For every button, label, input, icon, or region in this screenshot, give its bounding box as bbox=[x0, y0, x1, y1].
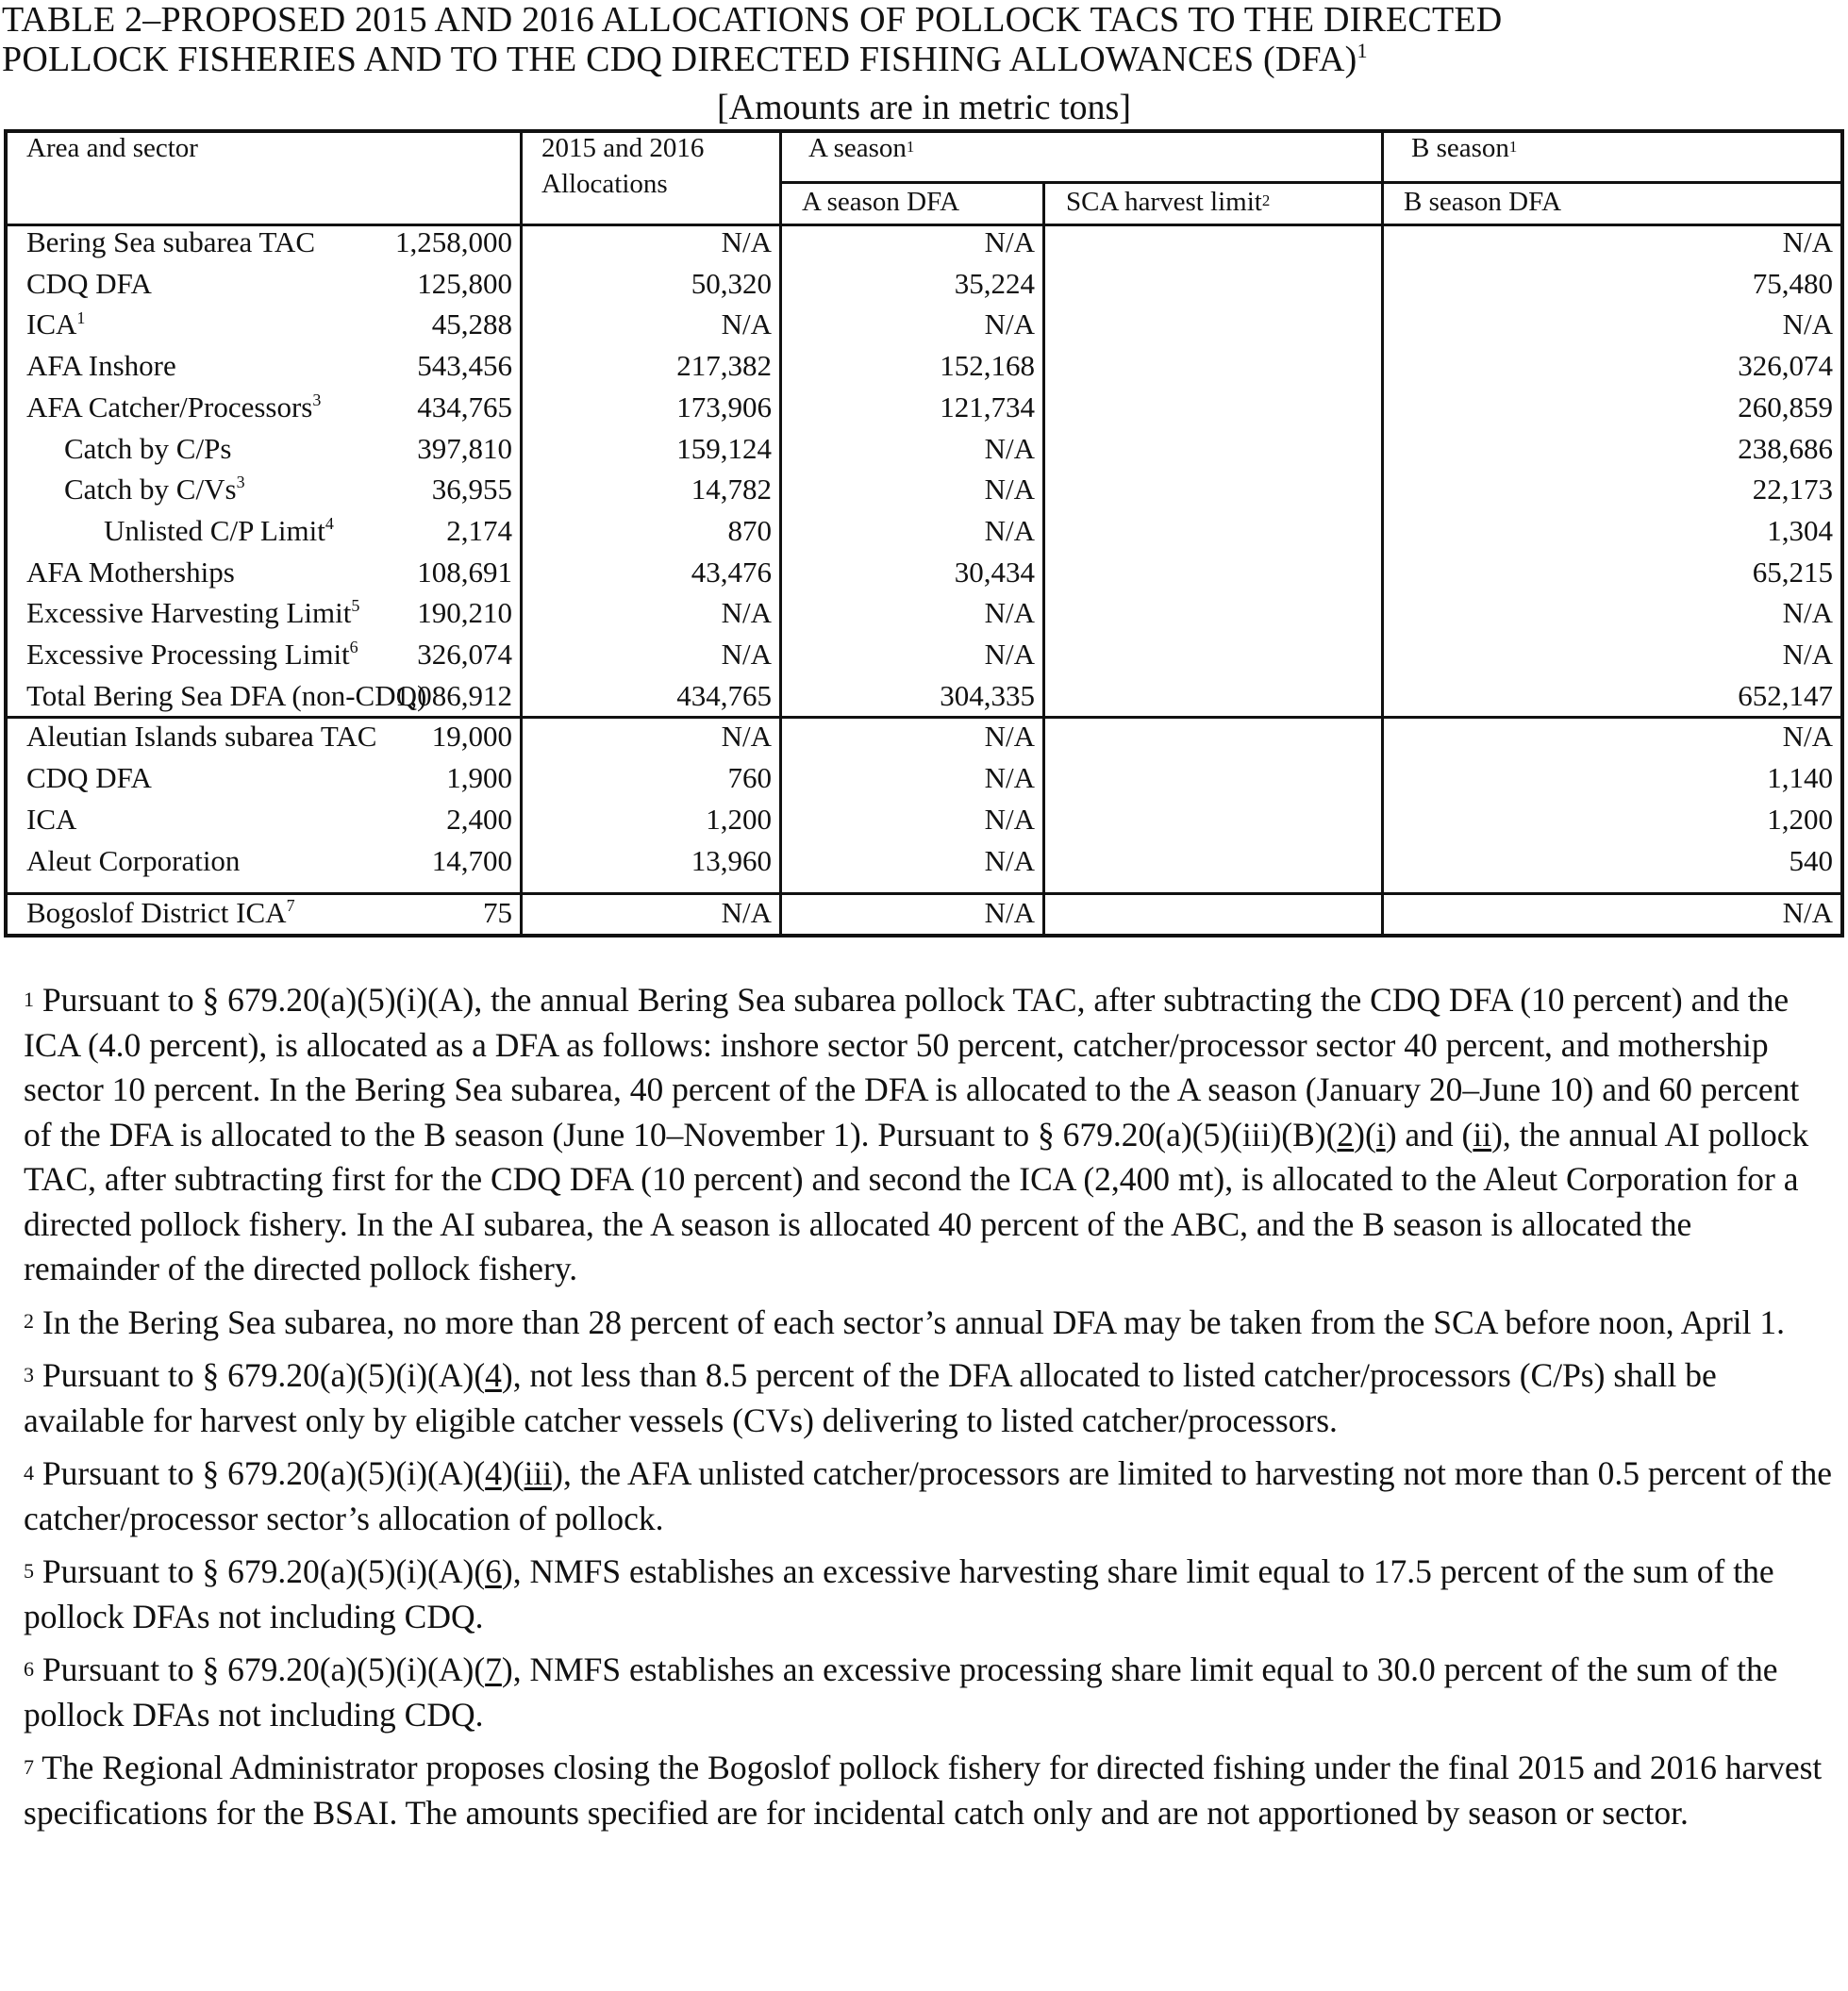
row-label-text: CDQ DFA bbox=[26, 761, 152, 794]
footnote-underlined: 2 bbox=[1337, 1115, 1355, 1153]
footnote-underlined: 6 bbox=[485, 1552, 502, 1590]
row-label-text: AFA Catcher/Processors bbox=[26, 390, 313, 423]
header-allocations-line1: 2015 and 2016 bbox=[541, 133, 705, 163]
row-label bbox=[26, 763, 152, 792]
footnote-3 bbox=[24, 1353, 1835, 1443]
row-label-text: Excessive Processing Limit bbox=[26, 638, 350, 671]
cell-allocation: 2,174 bbox=[446, 513, 512, 547]
cell-b-season-dfa: 65,215 bbox=[1752, 555, 1833, 589]
row-label-text: AFA Inshore bbox=[26, 349, 176, 383]
cell-allocation: 1,900 bbox=[446, 761, 512, 794]
row-label bbox=[26, 805, 76, 834]
allocation-table bbox=[4, 129, 1844, 937]
cell-allocation: 36,955 bbox=[431, 473, 512, 506]
cell-sca-harvest-limit: N/A bbox=[984, 761, 1035, 794]
cell-sca-harvest-limit: 121,734 bbox=[940, 390, 1035, 423]
row-label-text: Bering Sea subarea TAC bbox=[26, 225, 316, 258]
cell-sca-harvest-limit: N/A bbox=[984, 431, 1035, 465]
header-b-season-dfa: B season DFA bbox=[1404, 187, 1562, 217]
col-divider bbox=[779, 133, 782, 934]
footnote-text: ), not less than 8.5 percent of the DFA allocated to listed catcher/processors (C/Ps) shall be available for harvest only by eligible catcher vessels (CVs) delivering to listed catcher/processors. bbox=[24, 1356, 1717, 1439]
cell-allocation: 326,074 bbox=[417, 638, 512, 671]
row-label bbox=[26, 596, 360, 630]
row-footnote-ref: 3 bbox=[312, 390, 322, 409]
cell-a-season-dfa: N/A bbox=[721, 720, 772, 753]
row-label-text: Bogoslof District ICA bbox=[26, 896, 287, 929]
row-footnote-ref: 6 bbox=[349, 638, 358, 657]
cell-allocation: 108,691 bbox=[417, 555, 512, 589]
cell-a-season-dfa: 43,476 bbox=[691, 555, 772, 589]
row-footnote-ref: 7 bbox=[286, 896, 295, 916]
footnote-underlined: iii bbox=[524, 1454, 553, 1492]
footnote-text: ), NMFS establishes an excessive processing share limit equal to 30.0 percent of the sum of the pollock DFAs not including CDQ. bbox=[24, 1651, 1778, 1734]
table-title-text: POLLOCK FISHERIES AND TO THE CDQ DIRECTED FISHING ALLOWANCES (DFA) bbox=[2, 40, 1357, 79]
footnote-text: Pursuant to § 679.20(a)(5)(i)(A)( bbox=[42, 1356, 486, 1394]
footnotes bbox=[24, 978, 1835, 1835]
header-a-season-dfa: A season DFA bbox=[802, 187, 960, 217]
cell-a-season-dfa: 50,320 bbox=[691, 266, 772, 300]
footnote-text: ), the AFA unlisted catcher/processors are limited to harvesting not more than 0.5 percent of the catcher/processor sector’s allocation of pollock. bbox=[24, 1454, 1832, 1537]
header-b-season bbox=[1411, 130, 1517, 166]
row-label-text: Total Bering Sea DFA (non-CDQ) bbox=[26, 678, 427, 712]
row-label bbox=[26, 349, 176, 383]
header-sca-harvest-limit bbox=[1066, 184, 1270, 220]
cell-b-season-dfa: 75,480 bbox=[1752, 266, 1833, 300]
cell-b-season-dfa: N/A bbox=[1782, 896, 1833, 929]
row-label-text: Aleut Corporation bbox=[26, 844, 241, 877]
cell-a-season-dfa: N/A bbox=[721, 596, 772, 630]
a-season-footnote-ref: 1 bbox=[906, 138, 915, 157]
cell-sca-harvest-limit: 152,168 bbox=[940, 349, 1035, 383]
cell-allocation: 125,800 bbox=[417, 266, 512, 300]
row-label-text: ICA bbox=[26, 307, 77, 341]
footnote-4 bbox=[24, 1452, 1835, 1541]
row-label-text: Unlisted C/P Limit bbox=[104, 513, 325, 547]
cell-a-season-dfa: 760 bbox=[727, 761, 772, 794]
cell-allocation: 2,400 bbox=[446, 803, 512, 836]
cell-sca-harvest-limit: 30,434 bbox=[954, 555, 1035, 589]
footnote-6 bbox=[24, 1648, 1835, 1737]
section-rule bbox=[8, 892, 1840, 895]
row-label-text: Aleutian Islands subarea TAC bbox=[26, 720, 377, 753]
cell-b-season-dfa: 1,140 bbox=[1767, 761, 1833, 794]
footnote-underlined: i bbox=[1375, 1115, 1386, 1153]
cell-b-season-dfa: N/A bbox=[1782, 638, 1833, 671]
cell-b-season-dfa: N/A bbox=[1782, 307, 1833, 341]
footnote-text: Pursuant to § 679.20(a)(5)(i)(A), the annual Bering Sea subarea pollock TAC, after subtracting the CDQ DFA (10 percent) and the ICA (4.0 percent), is allocated as a DFA as follows: inshore sector 50 percent, catcher/processor sector 40 percent, and mothership sector 10 percent. In the Bering Sea subarea, 40 percent of the DFA is allocated to the A season (January 20–June 10) and 60 percent of the DFA is allocated to the B season (June 10–November 1). Pursuant to § 679.20(a)(5)(iii)(B)( bbox=[24, 981, 1800, 1153]
footnote-text: )( bbox=[1354, 1115, 1376, 1153]
cell-allocation: 14,700 bbox=[431, 844, 512, 877]
cell-sca-harvest-limit: N/A bbox=[984, 638, 1035, 671]
row-label bbox=[26, 266, 152, 300]
cell-a-season-dfa: 14,782 bbox=[691, 473, 772, 506]
cell-sca-harvest-limit: 304,335 bbox=[940, 678, 1035, 712]
cell-sca-harvest-limit: N/A bbox=[984, 720, 1035, 753]
row-footnote-ref: 1 bbox=[76, 307, 86, 327]
footnote-text: Pursuant to § 679.20(a)(5)(i)(A)( bbox=[42, 1552, 486, 1590]
row-label bbox=[26, 722, 376, 751]
cell-a-season-dfa: N/A bbox=[721, 307, 772, 341]
header-allocations-line2: Allocations bbox=[541, 169, 668, 199]
cell-b-season-dfa: 1,200 bbox=[1767, 803, 1833, 836]
footnote-number: 2 bbox=[24, 1309, 34, 1334]
cell-allocation: 543,456 bbox=[417, 349, 512, 383]
footnote-number: 1 bbox=[24, 987, 34, 1011]
row-footnote-ref: 3 bbox=[236, 473, 245, 492]
cell-b-season-dfa: 260,859 bbox=[1738, 390, 1833, 423]
footnote-text: The Regional Administrator proposes closing the Bogoslof pollock fishery for directed fishing under the final 2015 and 2016 harvest specifications for the BSAI. The amounts specified are for incidental catch only and are not apportioned by season or sector. bbox=[24, 1749, 1823, 1832]
footnote-text: Pursuant to § 679.20(a)(5)(i)(A)( bbox=[42, 1454, 486, 1492]
footnote-7 bbox=[24, 1746, 1835, 1835]
row-label-text: CDQ DFA bbox=[26, 266, 152, 300]
section-rule bbox=[8, 716, 1840, 719]
col-divider bbox=[1042, 182, 1045, 934]
footnote-text: Pursuant to § 679.20(a)(5)(i)(A)( bbox=[42, 1651, 486, 1688]
col-divider bbox=[1381, 133, 1384, 934]
footnote-text: ), NMFS establishes an excessive harvesting share limit equal to 17.5 percent of the sum of the pollock DFAs not including CDQ. bbox=[24, 1552, 1774, 1635]
row-label-text: Catch by C/Vs bbox=[64, 473, 237, 506]
cell-b-season-dfa: N/A bbox=[1782, 225, 1833, 258]
row-label bbox=[26, 557, 235, 587]
cell-sca-harvest-limit: N/A bbox=[984, 473, 1035, 506]
row-label-text: ICA bbox=[26, 803, 77, 836]
cell-sca-harvest-limit: N/A bbox=[984, 896, 1035, 929]
row-label bbox=[26, 392, 321, 422]
header-allocations bbox=[541, 130, 704, 202]
footnote-text: ) and ( bbox=[1385, 1115, 1473, 1153]
cell-allocation: 397,810 bbox=[417, 431, 512, 465]
col-divider bbox=[520, 133, 523, 934]
cell-b-season-dfa: 22,173 bbox=[1752, 473, 1833, 506]
cell-a-season-dfa: N/A bbox=[721, 225, 772, 258]
cell-a-season-dfa: 159,124 bbox=[676, 431, 772, 465]
cell-sca-harvest-limit: N/A bbox=[984, 307, 1035, 341]
footnote-number: 3 bbox=[24, 1362, 34, 1386]
cell-b-season-dfa: 326,074 bbox=[1738, 349, 1833, 383]
cell-a-season-dfa: N/A bbox=[721, 896, 772, 929]
row-label bbox=[26, 227, 315, 257]
footnote-text: )( bbox=[501, 1454, 524, 1492]
cell-sca-harvest-limit: 35,224 bbox=[954, 266, 1035, 300]
footnote-underlined: 7 bbox=[485, 1651, 502, 1688]
cell-b-season-dfa: 1,304 bbox=[1767, 513, 1833, 547]
cell-allocation: 19,000 bbox=[431, 720, 512, 753]
row-label-text: Catch by C/Ps bbox=[64, 431, 232, 465]
row-label-text: Excessive Harvesting Limit bbox=[26, 596, 352, 630]
b-season-footnote-ref: 1 bbox=[1508, 138, 1518, 157]
cell-sca-harvest-limit: N/A bbox=[984, 513, 1035, 547]
cell-sca-harvest-limit: N/A bbox=[984, 225, 1035, 258]
table-subtitle: [Amounts are in metric tons] bbox=[716, 88, 1131, 127]
row-label bbox=[64, 431, 232, 465]
cell-a-season-dfa: 173,906 bbox=[676, 390, 772, 423]
cell-b-season-dfa: 238,686 bbox=[1738, 431, 1833, 465]
cell-allocation: 45,288 bbox=[431, 307, 512, 341]
footnote-5 bbox=[24, 1550, 1835, 1639]
cell-b-season-dfa: 652,147 bbox=[1738, 678, 1833, 712]
header-area-sector: Area and sector bbox=[26, 133, 198, 163]
header-b-season-text: B season bbox=[1411, 133, 1509, 163]
header-a-season-text: A season bbox=[808, 133, 907, 163]
cell-a-season-dfa: 1,200 bbox=[706, 803, 772, 836]
footnote-number: 6 bbox=[24, 1656, 34, 1681]
cell-allocation: 75 bbox=[483, 896, 512, 929]
cell-a-season-dfa: 13,960 bbox=[691, 844, 772, 877]
cell-allocation: 1,258,000 bbox=[395, 225, 512, 258]
footnote-number: 5 bbox=[24, 1558, 34, 1583]
footnote-underlined: 4 bbox=[485, 1454, 502, 1492]
title-footnote-ref: 1 bbox=[1357, 38, 1368, 62]
header-sca-text: SCA harvest limit bbox=[1066, 187, 1262, 217]
footnote-underlined: ii bbox=[1473, 1115, 1492, 1153]
cell-a-season-dfa: 434,765 bbox=[676, 678, 772, 712]
cell-sca-harvest-limit: N/A bbox=[984, 596, 1035, 630]
cell-b-season-dfa: 540 bbox=[1789, 844, 1833, 877]
footnote-text: In the Bering Sea subarea, no more than 28 percent of each sector’s annual DFA may be taken from the SCA before noon, April 1. bbox=[42, 1302, 1786, 1341]
row-label bbox=[26, 678, 427, 712]
row-footnote-ref: 5 bbox=[351, 596, 360, 616]
footnote-number: 7 bbox=[24, 1754, 34, 1779]
footnote-underlined: 4 bbox=[485, 1356, 502, 1394]
table-title-line-1: TABLE 2–PROPOSED 2015 AND 2016 ALLOCATIONS OF POLLOCK TACS TO THE DIRECTED bbox=[2, 0, 1503, 40]
cell-a-season-dfa: N/A bbox=[721, 638, 772, 671]
cell-b-season-dfa: N/A bbox=[1782, 720, 1833, 753]
cell-a-season-dfa: 870 bbox=[727, 513, 772, 547]
footnote-number: 4 bbox=[24, 1460, 34, 1485]
row-label bbox=[26, 846, 240, 875]
row-label bbox=[26, 639, 358, 669]
table-title-line-2 bbox=[2, 38, 1368, 79]
cell-sca-harvest-limit: N/A bbox=[984, 803, 1035, 836]
row-label bbox=[26, 309, 85, 339]
cell-allocation: 434,765 bbox=[417, 390, 512, 423]
cell-a-season-dfa: 217,382 bbox=[676, 349, 772, 383]
row-footnote-ref: 4 bbox=[325, 514, 334, 533]
cell-sca-harvest-limit: N/A bbox=[984, 844, 1035, 877]
cell-allocation: 1,086,912 bbox=[395, 678, 512, 712]
row-label-text: AFA Motherships bbox=[26, 555, 235, 589]
row-label bbox=[64, 474, 245, 504]
footnote-text: ), the annual AI pollock TAC, after subtracting first for the CDQ DFA (10 percent) and second the ICA (2,400 mt), is allocated to the Aleut Corporation for a directed pollock fishery. In the AI subarea, the A season is allocated 40 percent of the ABC, and the B season is allocated the remainder of the directed pollock fishery. bbox=[24, 1115, 1809, 1287]
footnote-1 bbox=[24, 978, 1835, 1292]
footnote-2 bbox=[24, 1301, 1835, 1346]
cell-allocation: 190,210 bbox=[417, 596, 512, 630]
header-a-season bbox=[808, 130, 914, 166]
sca-footnote-ref: 2 bbox=[1261, 191, 1271, 210]
cell-b-season-dfa: N/A bbox=[1782, 596, 1833, 630]
row-label bbox=[26, 898, 295, 927]
row-label bbox=[104, 513, 334, 547]
